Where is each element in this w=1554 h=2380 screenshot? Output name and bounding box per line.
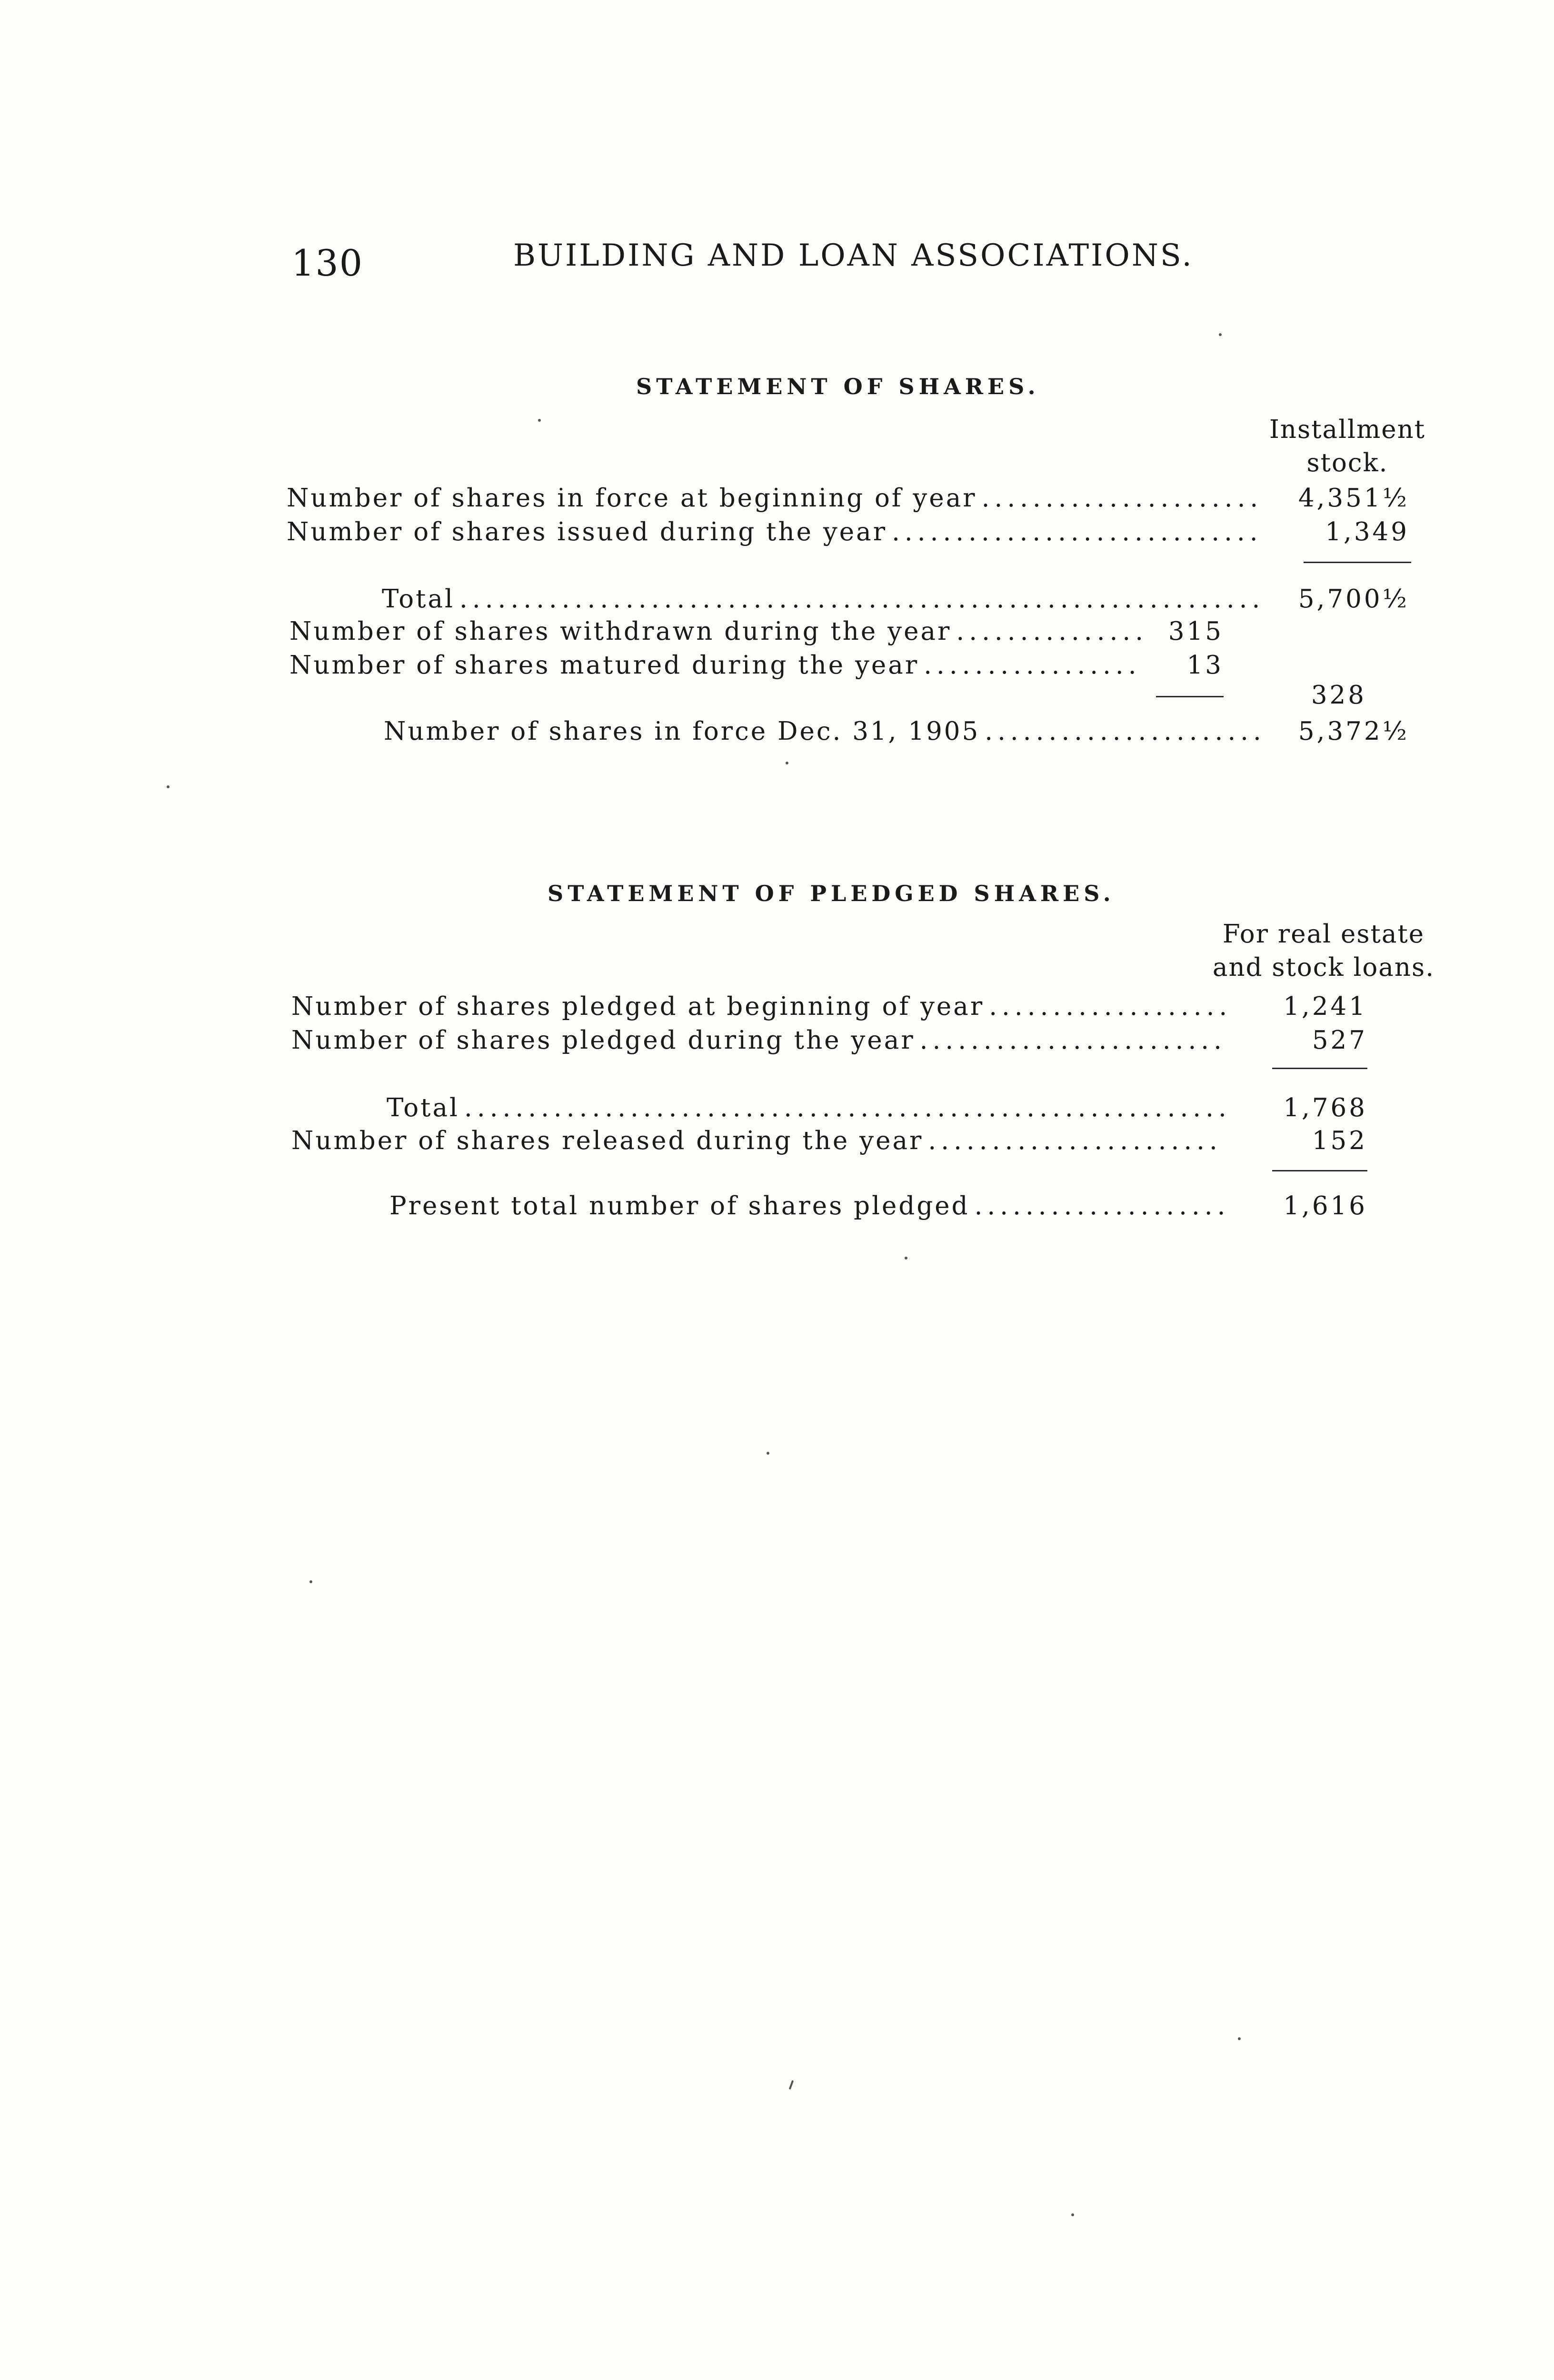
page-number: 130 <box>291 242 364 284</box>
table-row <box>291 1026 1225 1055</box>
scan-speck <box>538 419 541 422</box>
scan-speck <box>767 1452 769 1455</box>
table-row <box>291 992 1225 1021</box>
row-value: 1,768 <box>1283 1093 1367 1122</box>
dot-leader <box>956 617 1142 646</box>
row-label: Number of shares issued during the year <box>287 517 887 546</box>
table-row-total <box>387 1093 1225 1122</box>
column-heading-installment-stock <box>1262 413 1433 480</box>
table-row <box>289 617 1142 646</box>
row-value: 1,241 <box>1283 992 1367 1021</box>
dot-leader <box>924 651 1142 680</box>
section-title-pledged-shares: STATEMENT OF PLEDGED SHARES. <box>548 881 1115 906</box>
row-value: 5,700½ <box>1298 585 1409 614</box>
row-label: Number of shares pledged at beginning of year <box>291 992 985 1021</box>
sum-rule <box>1156 696 1224 697</box>
sum-rule <box>1272 1170 1367 1171</box>
column-heading-real-estate-stock-loans <box>1209 918 1438 984</box>
scan-speck <box>786 762 788 764</box>
column-heading-line: Installment <box>1269 415 1426 444</box>
column-heading-line: and stock loans. <box>1212 953 1435 982</box>
table-row <box>287 517 1263 546</box>
dot-leader <box>975 1191 1225 1220</box>
running-title: BUILDING AND LOAN ASSOCIATIONS. <box>513 238 1194 273</box>
row-label: Number of shares in force Dec. 31, 1905 <box>384 717 980 746</box>
row-label: Number of shares released during the year <box>291 1126 924 1155</box>
column-heading-line: For real estate <box>1222 920 1425 949</box>
row-value: 13 <box>1186 651 1224 680</box>
table-row <box>291 1126 1225 1155</box>
row-value: 315 <box>1168 617 1224 646</box>
scan-speck <box>905 1257 907 1259</box>
row-value: 527 <box>1312 1026 1367 1055</box>
table-row-total <box>382 585 1263 614</box>
table-row <box>287 484 1263 513</box>
row-value: 4,351½ <box>1298 484 1409 513</box>
row-value: 1,349 <box>1325 517 1409 546</box>
row-label: Number of shares pledged during the year <box>291 1026 915 1055</box>
scan-speck <box>1238 2037 1241 2040</box>
scan-mark <box>789 2080 794 2090</box>
row-label: Number of shares withdrawn during the year <box>289 617 952 646</box>
row-label: Present total number of shares pledged <box>389 1191 970 1220</box>
scan-speck <box>1071 2213 1074 2216</box>
row-value: 328 <box>1311 681 1366 710</box>
row-value: 152 <box>1312 1126 1367 1155</box>
row-label: Total <box>382 585 455 614</box>
dot-leader <box>928 1126 1225 1155</box>
row-label: Total <box>387 1093 459 1122</box>
sum-rule <box>1272 1068 1367 1069</box>
scan-speck <box>309 1580 312 1583</box>
sum-rule <box>1304 562 1411 563</box>
row-label: Number of shares matured during the year <box>289 651 919 680</box>
scan-speck <box>167 785 169 788</box>
table-row <box>389 1191 1225 1220</box>
dot-leader <box>985 717 1263 746</box>
table-row <box>384 717 1263 746</box>
row-value: 5,372½ <box>1298 717 1409 746</box>
dot-leader <box>464 1093 1225 1122</box>
dot-leader <box>982 484 1263 513</box>
dot-leader <box>892 517 1263 546</box>
scan-speck <box>1219 333 1222 336</box>
table-row <box>289 651 1142 680</box>
dot-leader <box>989 992 1225 1021</box>
section-title-shares: STATEMENT OF SHARES. <box>636 374 1040 399</box>
row-label: Number of shares in force at beginning of year <box>287 484 977 513</box>
dot-leader <box>920 1026 1225 1055</box>
column-heading-line: stock. <box>1306 448 1388 477</box>
row-value: 1,616 <box>1283 1191 1367 1220</box>
dot-leader <box>459 585 1263 614</box>
